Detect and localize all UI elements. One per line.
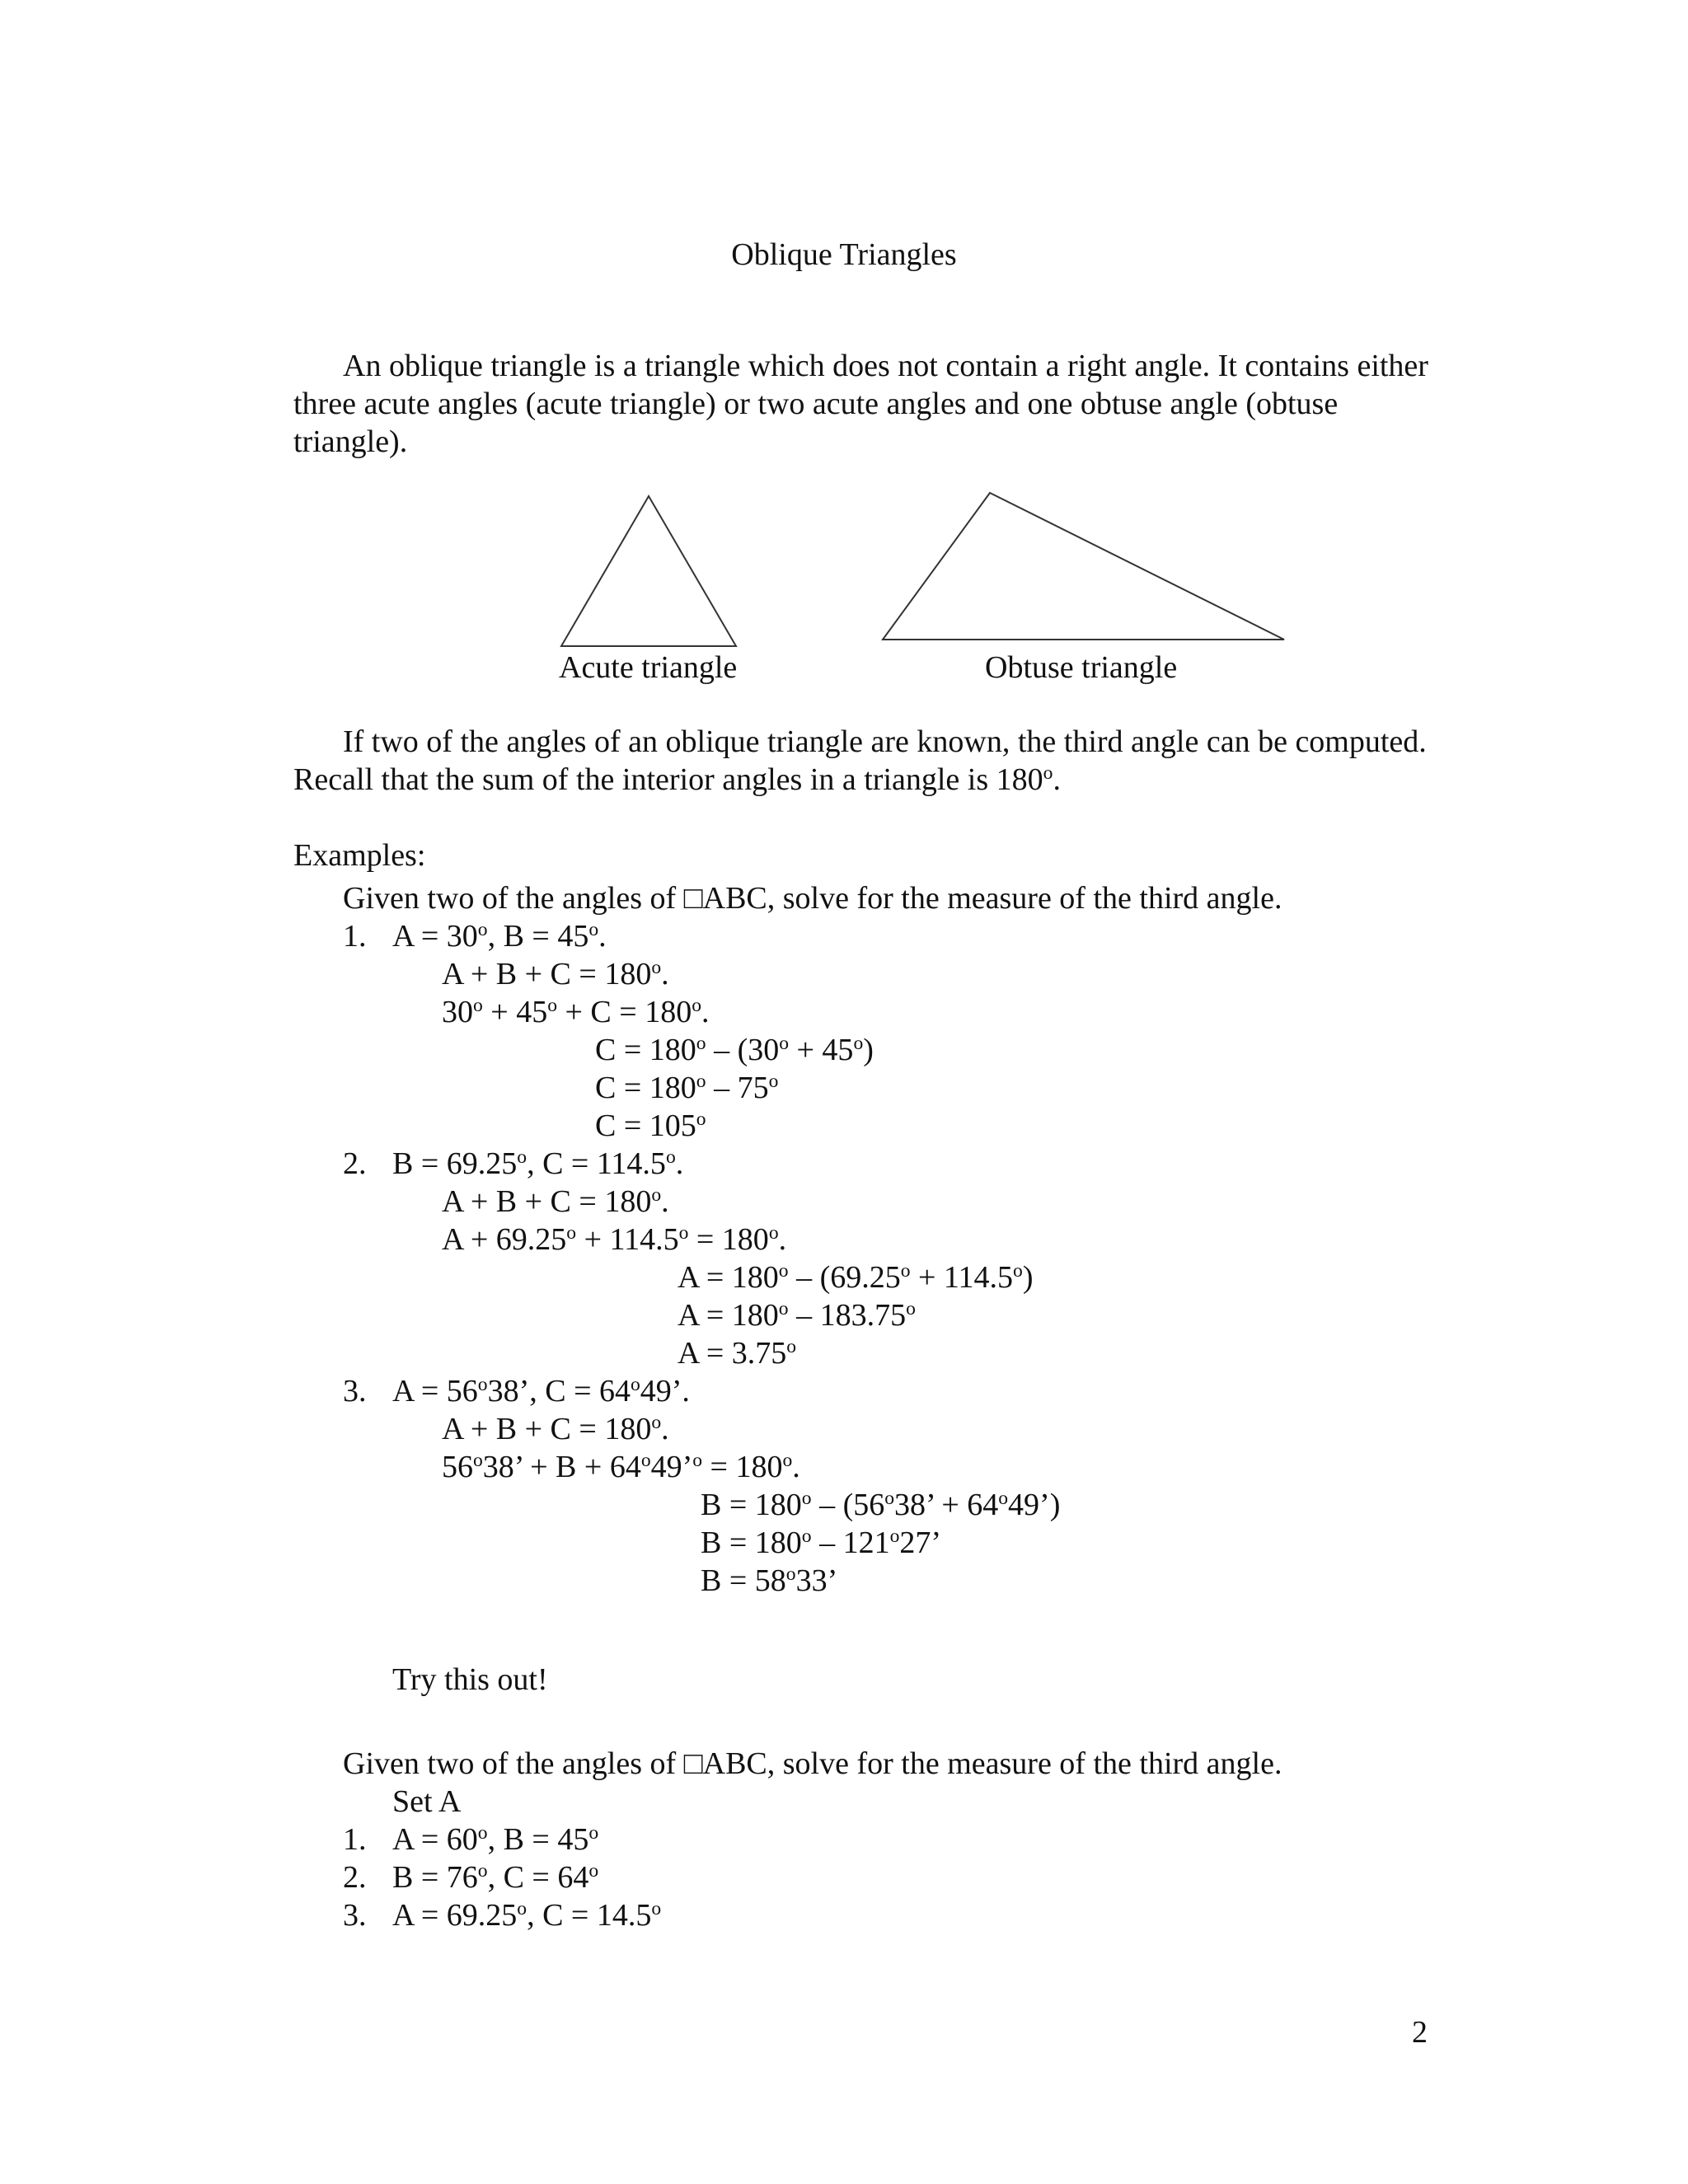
- work-line: $56^o38$’ + $B + 64^o49’^o = 180^o$.: [442, 1450, 800, 1484]
- work-line: $B = 58^o33$’: [701, 1563, 838, 1598]
- work-line: $A = 3.75^o$: [678, 1336, 797, 1371]
- page-title: Oblique Triangles: [731, 237, 957, 272]
- example-given: $A = 56^o38$’, $C = 64^o49$’.: [392, 1374, 690, 1408]
- third-angle-paragraph: [293, 723, 1447, 799]
- exercise-item: $B = 76^o$, $C = 64^o$: [392, 1860, 599, 1895]
- work-line: $A + B + C = 180^o$.: [442, 957, 669, 991]
- work-line: $A + 69.25^o + 114.5^o = 180^o$.: [442, 1222, 787, 1257]
- examples-instruction: Given two of the angles of □ABC, solve for the measure of the third angle.: [343, 881, 1282, 916]
- work-line: $C = 105^o$: [595, 1108, 706, 1143]
- example-number: 1.: [343, 919, 367, 954]
- exercise-number: 2.: [343, 1860, 367, 1895]
- example-number: 2.: [343, 1146, 367, 1181]
- degree-mark: o: [1043, 762, 1053, 785]
- work-line: $A = 180^o - 183.75^o$: [678, 1298, 916, 1333]
- work-line: $A = 180^o - (69.25^o + 114.5^o)$: [678, 1260, 1034, 1295]
- exercise-number: 3.: [343, 1898, 367, 1933]
- exercise-item: $A = 69.25^o$, $C = 14.5^o$: [392, 1898, 662, 1933]
- third-angle-text: If two of the angles of an oblique triangle are known, the third angle can be computed. Recall that the sum of the interior angles in a triangle is 180: [293, 724, 1427, 797]
- work-line: $C = 180^o - (30^o + 45^o)$: [595, 1033, 874, 1067]
- example-given: $A = 30^o$, $B = 45^o$.: [392, 919, 607, 954]
- work-line: $B = 180^o - 121^o27$’: [701, 1526, 941, 1560]
- work-line: $A + B + C = 180^o$.: [442, 1412, 669, 1446]
- exercise-item: $A = 60^o$, $B = 45^o$: [392, 1822, 599, 1857]
- set-label: Set A: [392, 1784, 462, 1819]
- work-line: $C = 180^o - 75^o$: [595, 1071, 779, 1105]
- try-instruction: Given two of the angles of □ABC, solve for the measure of the third angle.: [343, 1746, 1282, 1781]
- work-line: $A + B + C = 180^o$.: [442, 1184, 669, 1219]
- obtuse-triangle-shape: [883, 493, 1284, 640]
- page-number: 2: [1412, 2015, 1428, 2050]
- intro-paragraph: An oblique triangle is a triangle which does not contain a right angle. It contains either three acute angles (acute triangle) or two acute angles and one obtuse angle (obtuse triangle).: [293, 349, 1428, 459]
- work-line: $B = 180^o - (56^o38$’ + $64^o49$’): [701, 1488, 1061, 1522]
- example-given: $B = 69.25^o$, $C = 114.5^o$.: [392, 1146, 684, 1181]
- acute-triangle-label: Acute triangle: [559, 650, 738, 685]
- exercise-number: 1.: [343, 1822, 367, 1857]
- obtuse-triangle-label: Obtuse triangle: [985, 650, 1178, 685]
- try-heading: Try this out!: [392, 1662, 548, 1697]
- triangle-figure: [528, 486, 1302, 701]
- work-line: $30^o + 45^o + C = 180^o$.: [442, 995, 710, 1029]
- third-angle-period: .: [1053, 762, 1061, 797]
- examples-heading: Examples:: [293, 838, 426, 873]
- example-number: 3.: [343, 1374, 367, 1408]
- acute-triangle-shape: [561, 496, 736, 646]
